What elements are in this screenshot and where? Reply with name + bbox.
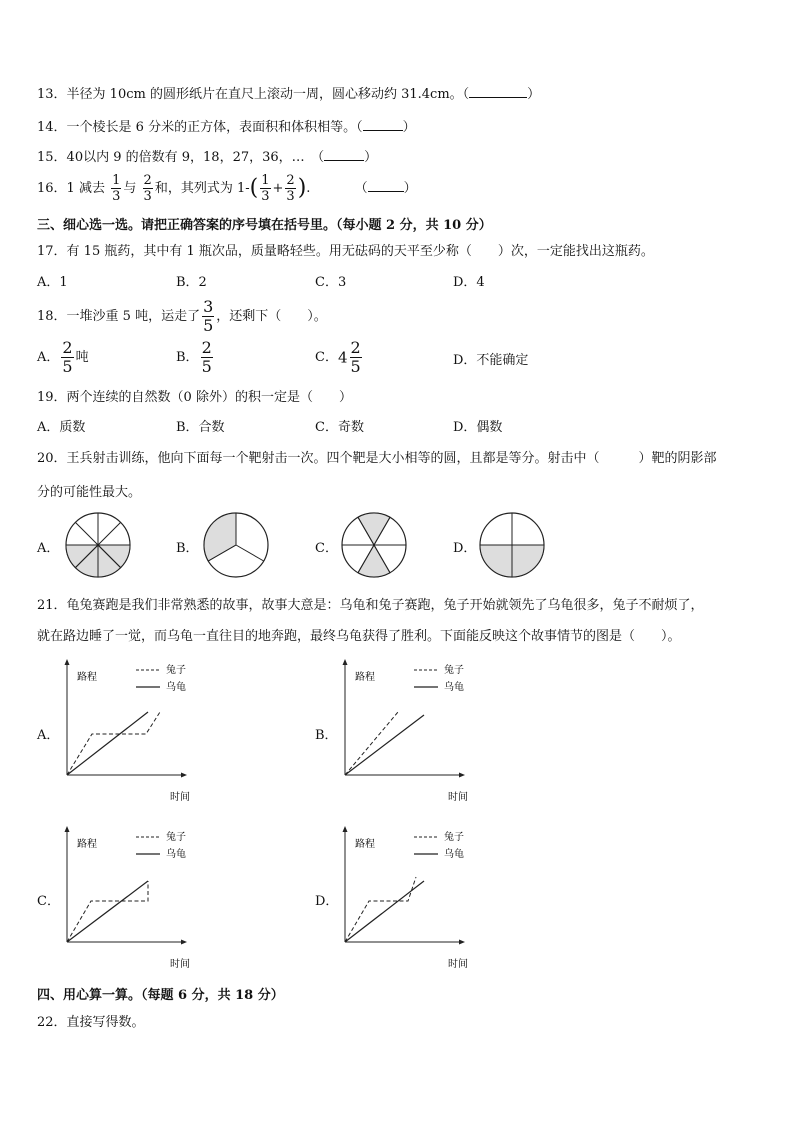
question-17: 17．有 15 瓶药，其中有 1 瓶次品，质量略轻些。用无砝码的天平至少称（ ）次，一定能找出这瓶药。 <box>37 244 654 259</box>
fraction-two-thirds <box>143 174 153 203</box>
fraction-three-fifths <box>202 299 214 334</box>
numerator: 2 <box>62 338 73 357</box>
option-label: C． <box>315 350 338 365</box>
y-axis-arrow <box>65 659 70 665</box>
x-axis-arrow <box>459 940 465 945</box>
x-axis-arrow <box>459 773 465 778</box>
y-axis-label: 路程 <box>355 672 375 683</box>
turtle-line <box>67 712 148 775</box>
denominator: 3 <box>261 189 270 204</box>
y-axis-label: 路程 <box>77 672 97 683</box>
denominator: 3 <box>143 189 152 204</box>
question-20-line-1: 20．王兵射击训练，他向下面每一个靶射击一次。四个靶是大小相等的圆，且都是等分。射击中（ ）靶的阴影部 <box>37 451 717 466</box>
question-14 <box>37 116 416 135</box>
question-20-line-2: 分的可能性最大。 <box>37 485 142 500</box>
answer-blank[interactable] <box>363 130 403 131</box>
q13-text: 13．半径为 10cm 的圆形纸片在直尺上滚动一周，圆心移动约 31.4cm。（ <box>37 87 470 102</box>
q21-option-a[interactable]: A． <box>37 728 60 743</box>
x-axis-arrow <box>181 940 187 945</box>
q20-option-d[interactable]: D． <box>453 541 477 556</box>
question-19: 19．两个连续的自然数（0 除外）的积一定是（ ） <box>37 390 352 405</box>
fraction <box>201 340 213 375</box>
q18-option-b[interactable] <box>176 340 215 375</box>
q16-he: 和，其列式为 <box>154 181 233 196</box>
legend-turtle: 乌龟 <box>166 682 186 693</box>
x-axis-arrow <box>181 773 187 778</box>
answer-blank[interactable] <box>324 160 364 161</box>
unit: 吨 <box>75 350 89 365</box>
q19-option-a[interactable]: A．质数 <box>37 420 86 435</box>
denominator: 5 <box>62 357 73 376</box>
x-axis-label: 时间 <box>448 959 468 970</box>
graph-c <box>56 823 196 973</box>
y-axis-arrow <box>65 826 70 832</box>
denominator: 5 <box>350 357 361 376</box>
numerator: 1 <box>112 173 121 188</box>
y-axis-arrow <box>343 826 348 832</box>
y-axis-label: 路程 <box>355 839 375 850</box>
option-label: B． <box>176 350 199 365</box>
question-13 <box>37 83 540 102</box>
q19-option-d[interactable]: D．偶数 <box>453 420 503 435</box>
q18-option-a[interactable] <box>37 340 89 375</box>
q17-option-b[interactable]: B．2 <box>176 275 207 290</box>
x-axis-label: 时间 <box>170 792 190 803</box>
q16-end: . <box>306 181 311 196</box>
legend-turtle: 乌龟 <box>444 682 464 693</box>
mixed-whole: 4 <box>337 348 348 367</box>
q16-expression: 1- <box>236 181 250 196</box>
denominator: 3 <box>112 189 121 204</box>
q14-text: 14．一个棱长是 6 分米的正方体，表面积和体积相等。（ <box>37 120 363 135</box>
q17-option-a[interactable]: A．1 <box>37 275 68 290</box>
legend-rabbit: 兔子 <box>444 665 464 676</box>
fraction <box>61 340 73 375</box>
q16-yu: 与 <box>123 181 137 196</box>
q18-option-d[interactable]: D．不能确定 <box>453 353 529 368</box>
q17-option-c[interactable]: C．3 <box>315 275 347 290</box>
q21-option-d[interactable]: D． <box>315 894 339 909</box>
q21-option-c[interactable]: C． <box>37 894 60 909</box>
section-4-heading: 四、用心算一算。（每题 6 分，共 18 分） <box>37 988 284 1003</box>
fraction-one-third <box>260 174 270 203</box>
graph-a <box>56 656 196 806</box>
numerator: 2 <box>286 173 295 188</box>
legend-turtle: 乌龟 <box>444 849 464 860</box>
q20-option-a[interactable]: A． <box>37 541 60 556</box>
q16-pre: 16．1 减去 <box>37 181 105 196</box>
q21-option-b[interactable]: B． <box>315 728 338 743</box>
graph-b <box>334 656 474 806</box>
q19-option-b[interactable]: B．合数 <box>176 420 225 435</box>
section-3-heading: 三、细心选一选。请把正确答案的序号填在括号里。（每小题 2 分，共 10 分） <box>37 218 492 233</box>
legend-rabbit: 兔子 <box>444 832 464 843</box>
q16-open: （ <box>354 181 368 196</box>
q20-option-c[interactable]: C． <box>315 541 338 556</box>
right-paren: ) <box>297 175 307 201</box>
target-d-four-sectors <box>478 511 546 579</box>
numerator: 2 <box>143 173 152 188</box>
q16-close: ） <box>403 181 417 196</box>
question-18 <box>37 299 327 334</box>
legend-rabbit: 兔子 <box>166 832 186 843</box>
target-c-six-sectors <box>340 511 408 579</box>
q18-post: ，还剩下（ ）。 <box>216 309 327 324</box>
option-label: A． <box>37 350 60 365</box>
legend-turtle: 乌龟 <box>166 849 186 860</box>
rabbit-line <box>67 712 160 775</box>
x-axis-label: 时间 <box>170 959 190 970</box>
question-22: 22．直接写得数。 <box>37 1015 145 1030</box>
q18-pre: 18．一堆沙重 5 吨，运走了 <box>37 309 201 324</box>
turtle-line <box>345 881 424 942</box>
q15-text: 15．40以内 9 的倍数有 9，18，27，36，… （ <box>37 150 325 165</box>
target-b-three-sectors <box>202 511 270 579</box>
plus-sign: + <box>272 181 284 196</box>
numerator: 1 <box>261 173 270 188</box>
turtle-line <box>67 881 148 942</box>
answer-blank[interactable] <box>469 97 527 98</box>
turtle-line <box>345 715 424 775</box>
question-15 <box>37 146 377 165</box>
q17-option-d[interactable]: D．4 <box>453 275 485 290</box>
numerator: 2 <box>350 338 361 357</box>
y-axis-label: 路程 <box>77 839 97 850</box>
q15-close: ） <box>364 150 378 165</box>
numerator: 2 <box>201 338 212 357</box>
denominator: 5 <box>203 316 214 335</box>
y-axis-arrow <box>343 659 348 665</box>
fraction-one-third <box>111 174 121 203</box>
rabbit-line <box>345 712 398 775</box>
answer-blank[interactable] <box>368 191 404 192</box>
x-axis-label: 时间 <box>448 792 468 803</box>
numerator: 3 <box>203 297 214 316</box>
fraction <box>350 340 362 375</box>
rabbit-line <box>345 877 416 942</box>
fraction-two-thirds <box>285 174 295 203</box>
question-21-line-2: 就在路边睡了一觉，而乌龟一直往目的地奔跑，最终乌龟获得了胜利。下面能反映这个故事情节的图是（ ）。 <box>37 629 681 644</box>
legend-rabbit: 兔子 <box>166 665 186 676</box>
denominator: 3 <box>286 189 295 204</box>
question-16 <box>37 174 417 203</box>
left-paren: ( <box>249 175 259 201</box>
q19-option-c[interactable]: C．奇数 <box>315 420 364 435</box>
q20-option-b[interactable]: B． <box>176 541 199 556</box>
q18-option-c[interactable] <box>315 340 364 375</box>
question-21-line-1: 21．龟兔赛跑是我们非常熟悉的故事，故事大意是：乌龟和兔子赛跑，兔子开始就领先了乌龟很多，兔子不耐烦了， <box>37 598 704 613</box>
q14-close: ） <box>402 120 416 135</box>
target-a-eight-sectors <box>64 511 132 579</box>
graph-d <box>334 823 474 973</box>
denominator: 5 <box>201 357 212 376</box>
q13-close: ） <box>527 87 541 102</box>
